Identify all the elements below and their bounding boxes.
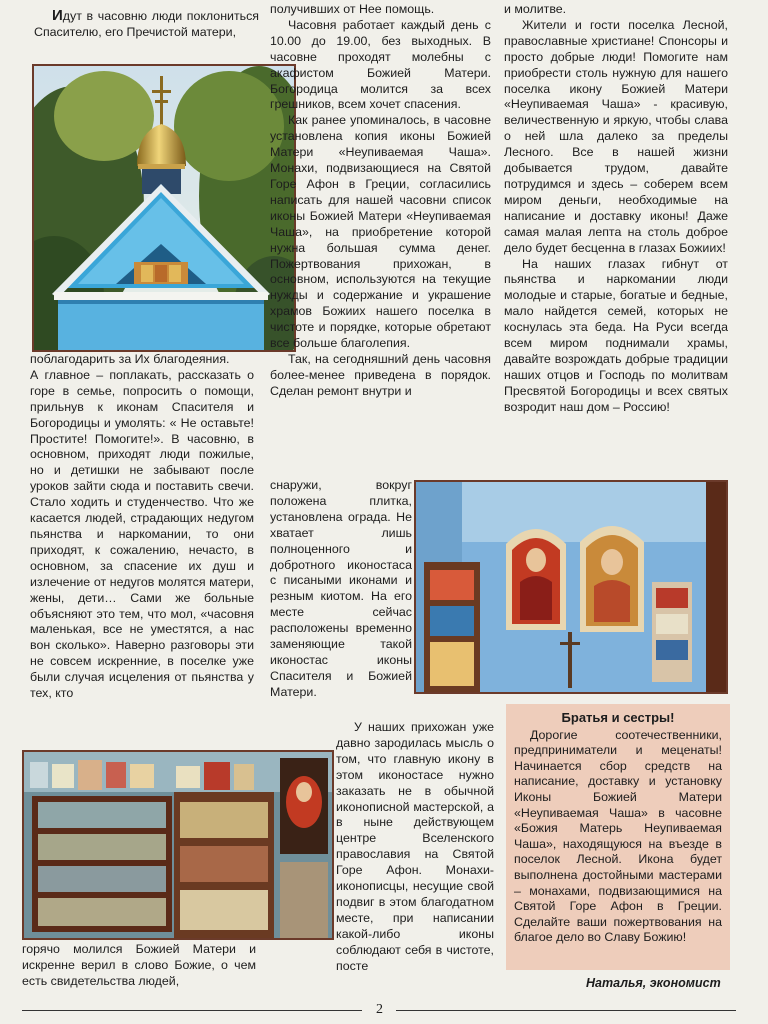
col2-bottom-text — [336, 720, 494, 998]
col3-top-p2: На наших глазах гибнут от пьянства и наркомании люди молодые и старые, богатые и бедные, мало найдется семей, которых не коснулась эта беда. На Руси всегда всем миром поднимали храмы, давайте возрождать добрые традиции наших отцов и Господь по молитвам Пресвятой Богородицы и всех святых возродит наш дом – Россию! — [504, 256, 728, 414]
col1-bottom-p1: А главное – поплакать, рассказать о горе в семье, попросить о помощи, прильнув к иконам Спасителя и Богородицы и умолять: « Не оставьте! Простите! Помогите!». В часовню, в основном, приходят люди пожилые, но и детишки не забывают после уроков зайти сюда и поставить свечи. Стало ходить и студенчество. Что же касается людей, страдающих недугом пьянства и наркомании, то они приходят, к сожалению, нечасто, в основном, за спасение их душ и излечение от недугов молятся матери, жены, дети… Сами же больные объясняют это тем, что мол, «часовня маленькая, все не уместятся, а нас вон сколько». Наверно разговоры эти не совсем искренние, в поселке уже были случая исцеления от пьянства у тех, кто — [30, 367, 254, 701]
col2-mid-text — [270, 478, 412, 718]
appeal-title: Братья и сестры! — [561, 710, 675, 725]
col2-top-p1: Часовня работает каждый день с 10.00 до 19.00, без выходных. В часовне проходят молебны с акафистом Божией Матери. Богородица молится за всех грешников, всем хочет спасения. — [270, 17, 491, 112]
col3-top-text — [504, 2, 728, 472]
author-signature: Наталья, экономист — [586, 976, 721, 990]
footer-rule-right — [396, 1010, 736, 1011]
col1-top-text — [34, 8, 259, 60]
chapel-exterior-photo — [32, 64, 296, 352]
col2-top-p0: получивших от Нее помощь. — [270, 2, 435, 16]
chapel-exterior-illustration — [34, 66, 294, 350]
col1-after-photo-text — [22, 942, 256, 992]
col1-bottom-p0: поблагодарить за Их благодеяния. — [30, 352, 230, 366]
col1-top-p0: Идут в часовню люди поклониться Спасителю, его Пречистой матери, — [34, 8, 259, 39]
col2-bottom-p0: У наших прихожан уже давно зародилась мысль о том, что главную икону в этом иконостасе нужно заказать не в обычной иконописной мастерской, а в ныне действующем центре Вселенского православия на Святой Горе Афон. Монахи-иконописцы, несущие свой подвиг в этом благодатном месте, при написании какой-либо иконы соблюдают себя в чистоте, посте — [336, 720, 494, 973]
col1-bottom-text — [30, 352, 254, 744]
col3-top-p1: Жители и гости поселка Лесной, православные христиане! Спонсоры и просто добрые люди! Помогите нам приобрести столь нужную для нашего поселка икону Божией Матери «Неупиваемая Чаша» - красивую, величественную и яркую, чтобы слава о ней шла далеко за пределы Лесного. Все в нашей жизни добывается трудом, давайте потрудимся и здесь – соберем всем миром деньги, необходимые на написание и доставку иконы! Даже самая малая лепта на столь доброе дело будет бесценна в глазах Божиих! — [504, 17, 728, 255]
footer-rule-left — [22, 1010, 362, 1011]
chapel-interior-illustration — [416, 482, 726, 692]
drop-cap: И — [52, 8, 63, 24]
church-shop-illustration — [24, 752, 332, 938]
col2-mid-p0: снаружи, вокруг положена плитка, установлена ограда. Не хватает лишь полноценного и добротного иконостаса с писаными иконами и резным киотом. На его месте сейчас расположены временно заменяющие такой иконостас иконы Спасителя и Божией Матери. — [270, 478, 412, 699]
appeal-box — [506, 704, 730, 970]
col1-after-p0: горячо молился Божией Матери и искренне верил в слово Божие, о чем есть свидетельства людей, — [22, 942, 256, 988]
church-shop-photo — [22, 750, 334, 940]
col3-top-p0: и молитве. — [504, 2, 567, 16]
col2-top-p2: Как ранее упоминалось, в часовне установлена копия иконы Божией Матери «Неупиваемая Чаша». Монахи, подвизающиеся на Святой Горе Афон в Греции, согласились написать для нашей часовни список иконы Божией Матери «Неупиваемая Чаша», на приобретение которой нужна большая сумма денег. Пожертвования прихожан, в основном, используются на текущие нужды и содержание и украшение храмов Божиих нашего поселка в чистоте и порядке, которые обретают все больше благолепия. — [270, 113, 491, 351]
appeal-text: Дорогие соотечественники, предприниматели и меценаты! Начинается сбор средств на написание, доставку и установку Иконы Божией Матери «Неупиваемая Чаша» в часовне «Божия Матерь Неупиваемая Чаша», находящуюся на въезде в поселок Лесной. Икона будет выполнена достойными мастерами – монахами, подвизающимися на Святой Горе Афон в Греции. Сделайте ваши пожертвования на благое дело во Славу Божию! — [514, 727, 722, 945]
col2-top-text — [270, 2, 491, 478]
col2-top-p3: Так, на сегодняшний день часовня более-менее приведена в порядок. Сделан ремонт внутри и — [270, 351, 491, 398]
chapel-interior-photo — [414, 480, 728, 694]
page-number: 2 — [376, 1002, 383, 1017]
